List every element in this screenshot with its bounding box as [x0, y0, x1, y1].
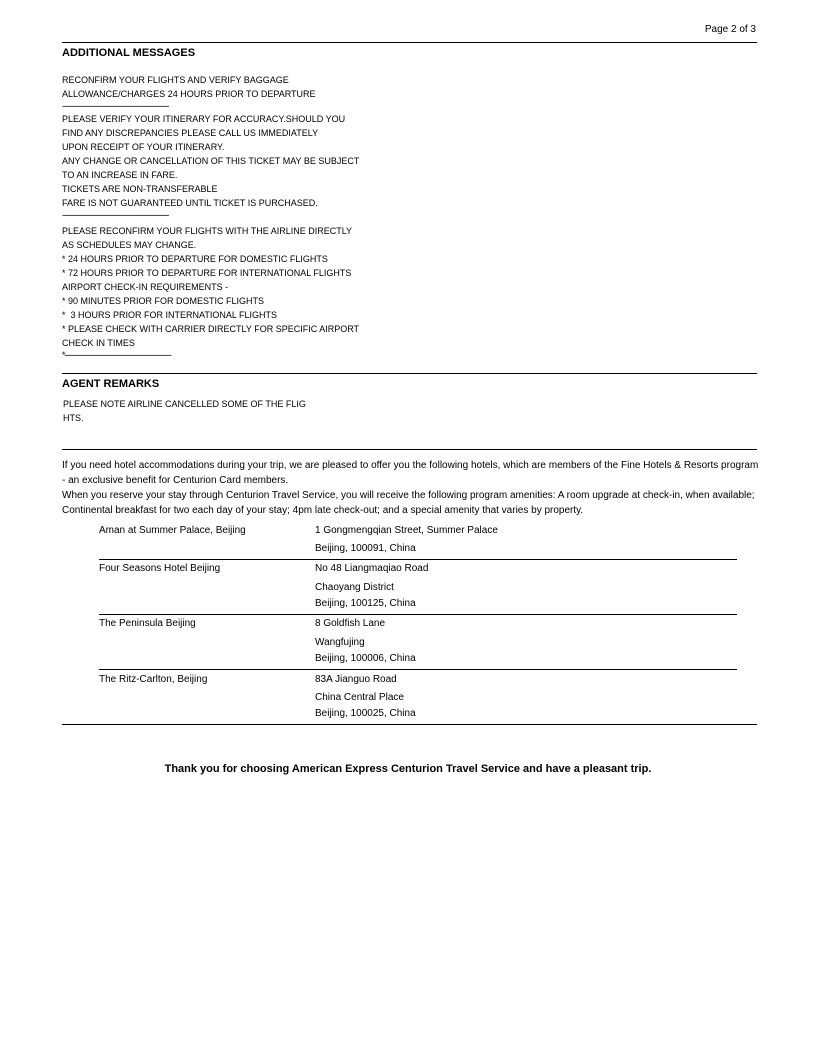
message-line: FIND ANY DISCREPANCIES PLEASE CALL US IMMEDIATELY [62, 128, 319, 138]
header-rule [62, 42, 757, 43]
message-line: CHECK IN TIMES [62, 338, 135, 348]
additional-messages-title: ADDITIONAL MESSAGES [62, 47, 196, 59]
message-line: * 72 HOURS PRIOR TO DEPARTURE FOR INTERNATIONAL FLIGHTS [62, 268, 352, 278]
message-line: PLEASE VERIFY YOUR ITINERARY FOR ACCURACY.SHOULD YOU [62, 114, 346, 124]
hotel-address-line: 83A Jianguo Road [315, 674, 397, 685]
message-line: *-------------------------------------------------------- [62, 350, 171, 360]
message-line: * 90 MINUTES PRIOR FOR DOMESTIC FLIGHTS [62, 296, 265, 306]
message-line: UPON RECEIPT OF YOUR ITINERARY. [62, 142, 225, 152]
message-line: AS SCHEDULES MAY CHANGE. [62, 240, 197, 250]
row-separator [99, 614, 737, 615]
row-separator [99, 669, 737, 670]
hotel-name: The Peninsula Beijing [99, 618, 196, 629]
hotel-address-line: Chaoyang District [315, 582, 394, 593]
hotel-name: The Ritz-Carlton, Beijing [99, 674, 208, 685]
hotel-name: Four Seasons Hotel Beijing [99, 563, 221, 574]
message-line: * 3 HOURS PRIOR FOR INTERNATIONAL FLIGHTS [62, 310, 278, 320]
agent-remarks-title: AGENT REMARKS [62, 378, 160, 390]
remark-line: HTS. [63, 413, 84, 423]
message-line: PLEASE RECONFIRM YOUR FLIGHTS WITH THE AIRLINE DIRECTLY [62, 226, 353, 236]
closing-thanks: Thank you for choosing American Express Centurion Travel Service and have a pleasant trip. [164, 763, 652, 775]
hotels-intro-paragraph: If you need hotel accommodations during your trip, we are pleased to offer you the following hotels, which are members of the Fine Hotels & Resorts program - an exclusive benefit for Centurion Card members. [62, 460, 759, 486]
message-line: TICKETS ARE NON-TRANSFERABLE [62, 184, 218, 194]
message-line: TO AN INCREASE IN FARE. [62, 170, 178, 180]
remark-line: PLEASE NOTE AIRLINE CANCELLED SOME OF THE FLIG [63, 399, 306, 409]
message-line: ALLOWANCE/CHARGES 24 HOURS PRIOR TO DEPARTURE [62, 89, 316, 99]
table-bottom-rule [62, 724, 757, 725]
hotel-address-line: 8 Goldfish Lane [315, 618, 386, 629]
hotel-address-line: China Central Place [315, 692, 404, 703]
message-line: -------------------------------------------------------- [62, 101, 169, 111]
hotel-address-line: Beijing, 100125, China [315, 598, 416, 609]
section-rule [62, 449, 757, 450]
page-number: Page 2 of 3 [704, 24, 756, 35]
hotel-address-line: No 48 Liangmaqiao Road [315, 563, 429, 574]
message-line: AIRPORT CHECK-IN REQUIREMENTS - [62, 282, 229, 292]
message-line: RECONFIRM YOUR FLIGHTS AND VERIFY BAGGAGE [62, 75, 289, 85]
message-line: ANY CHANGE OR CANCELLATION OF THIS TICKET MAY BE SUBJECT [62, 156, 360, 166]
message-line: * PLEASE CHECK WITH CARRIER DIRECTLY FOR SPECIFIC AIRPORT [62, 324, 360, 334]
hotel-address-line: Beijing, 100025, China [315, 708, 416, 719]
message-line: FARE IS NOT GUARANTEED UNTIL TICKET IS PURCHASED. [62, 198, 318, 208]
hotel-address-line: Beijing, 100091, China [315, 543, 416, 554]
hotel-address-line: Wangfujing [315, 637, 365, 648]
row-separator [99, 559, 737, 560]
hotels-intro [62, 458, 762, 518]
hotel-name: Aman at Summer Palace, Beijing [99, 525, 246, 536]
message-line: * 24 HOURS PRIOR TO DEPARTURE FOR DOMESTIC FLIGHTS [62, 254, 328, 264]
section-rule [62, 373, 757, 374]
message-line: -------------------------------------------------------- [62, 210, 169, 220]
hotel-address-line: 1 Gongmengqian Street, Summer Palace [315, 525, 498, 536]
hotel-address-line: Beijing, 100006, China [315, 653, 416, 664]
hotels-intro-paragraph: When you reserve your stay through Centurion Travel Service, you will receive the following program amenities: A room upgrade at check-in, when available; Continental breakfast for two each day of your stay; 4pm late check-out; and a special amenity that varies by property. [62, 490, 755, 516]
